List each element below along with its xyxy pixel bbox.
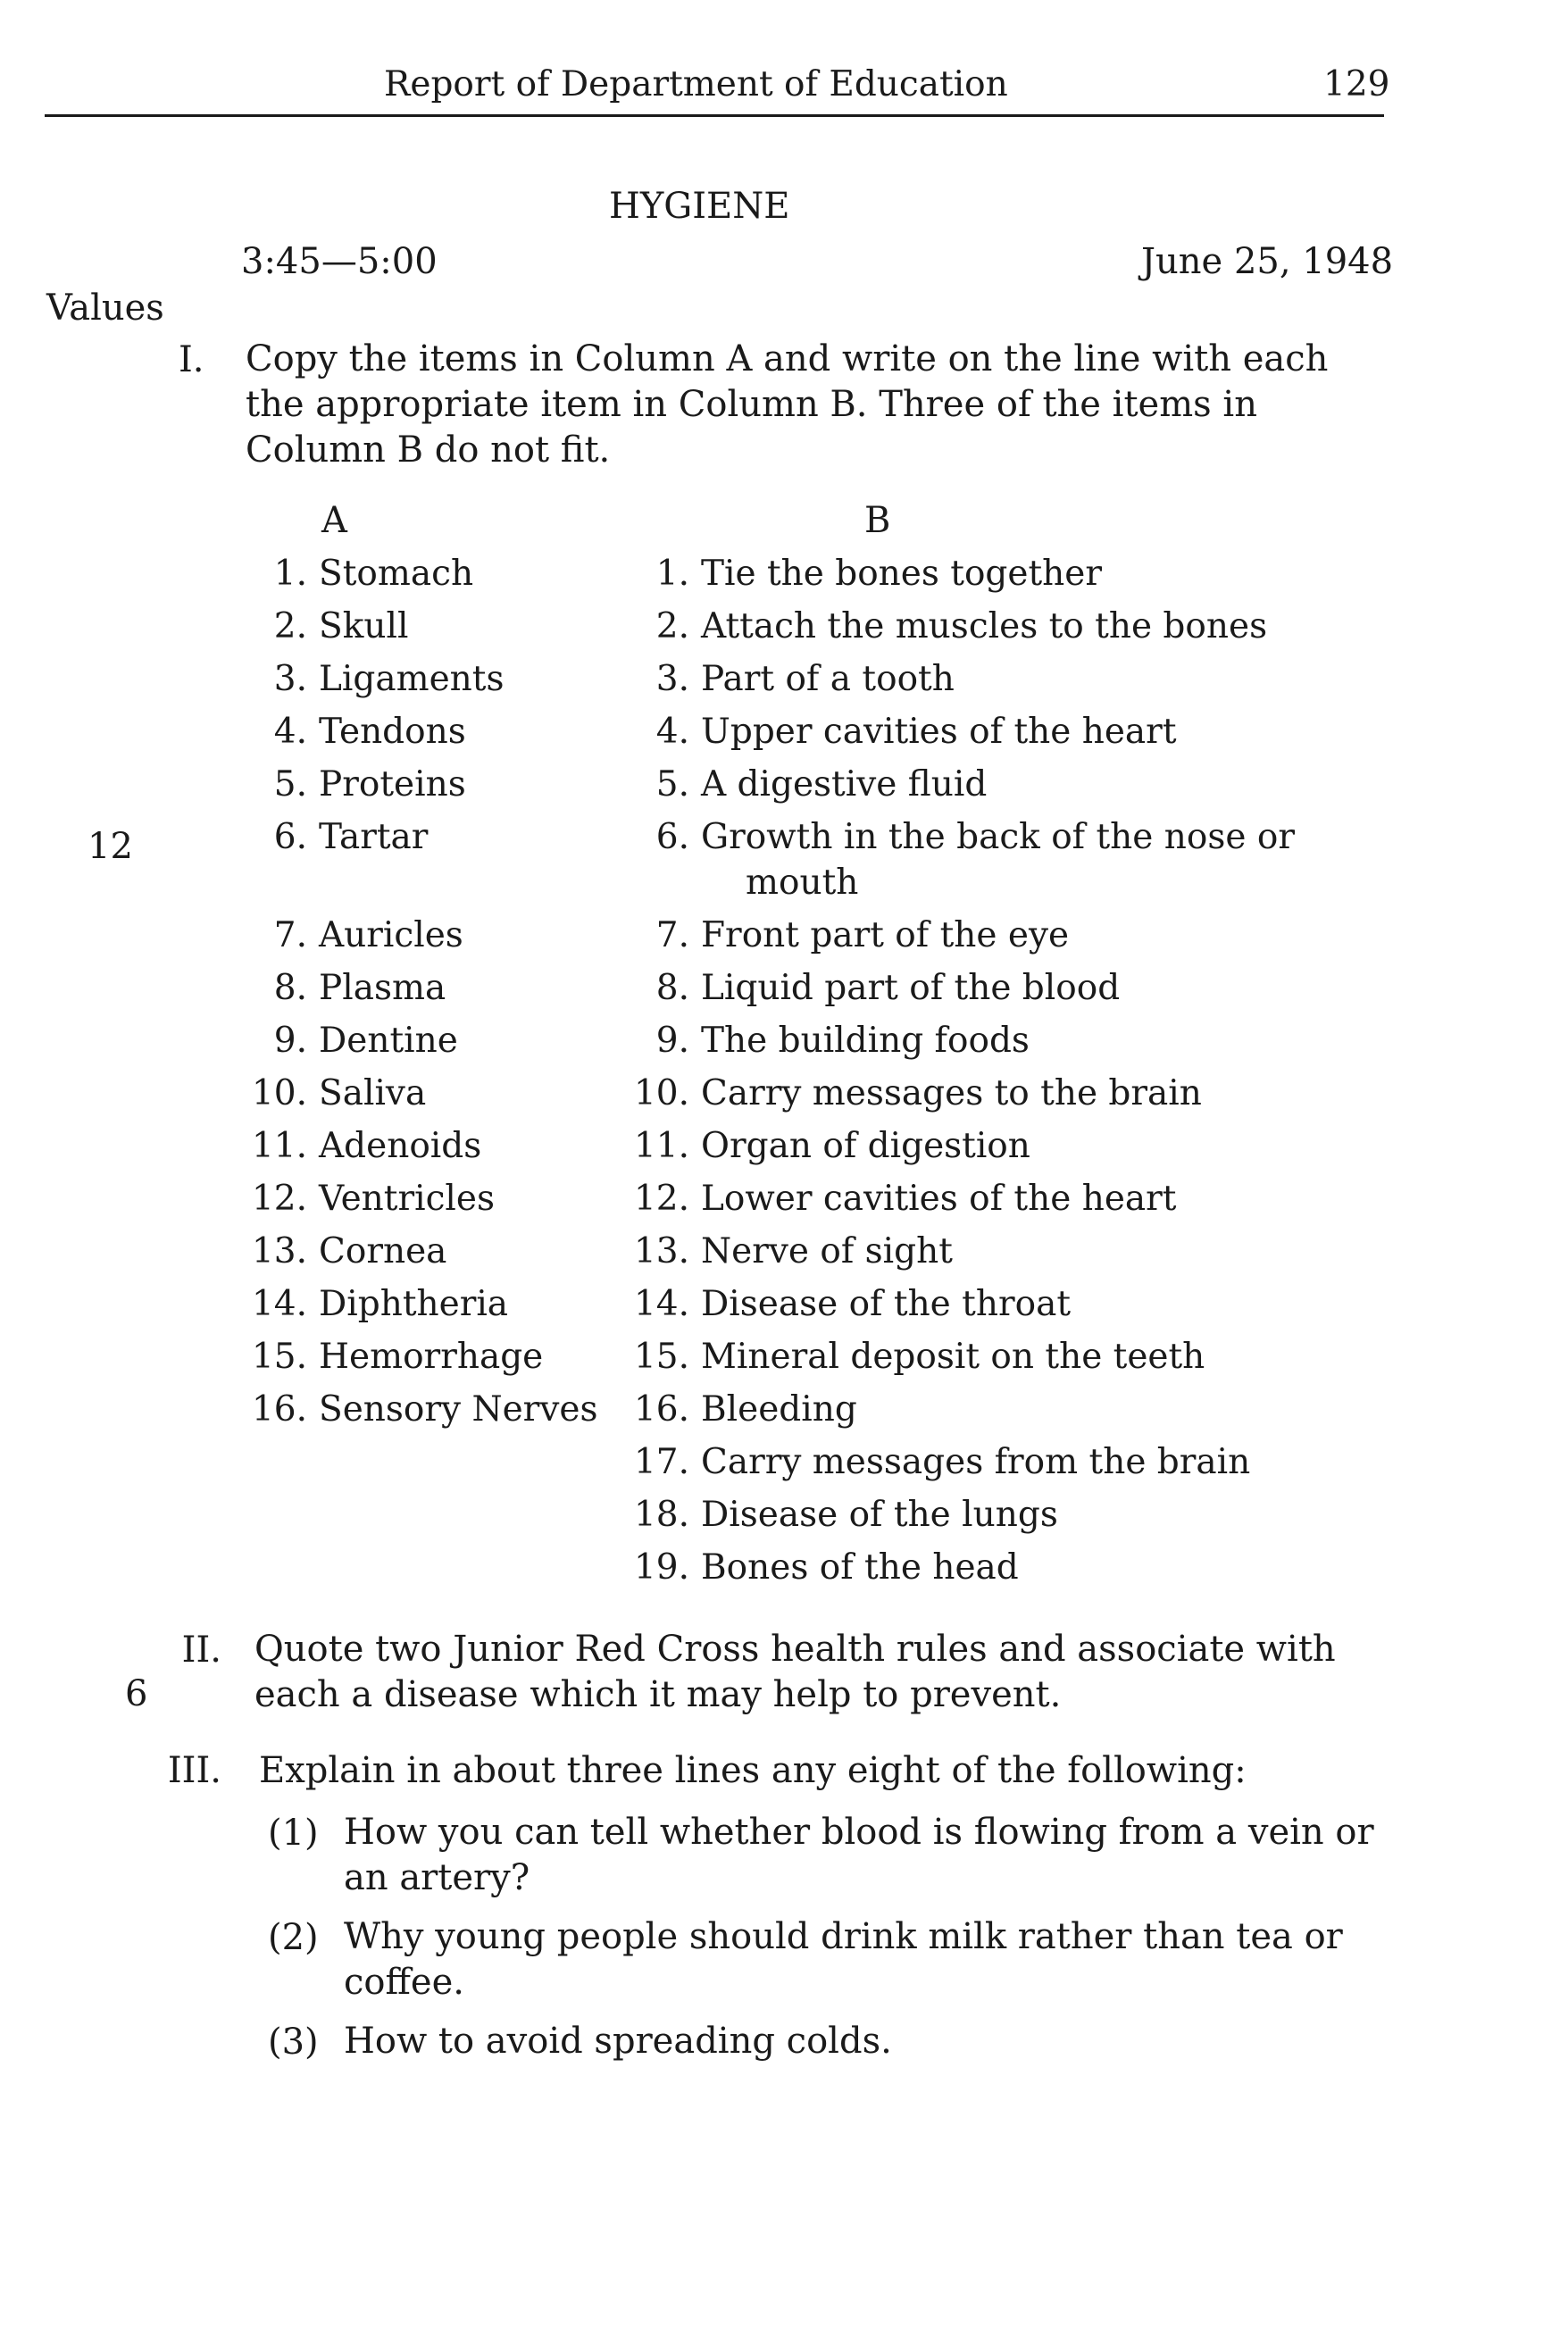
item-text: Stomach [319, 554, 474, 594]
question-number: (3) [268, 2022, 319, 2063]
item-text: Organ of digestion [701, 1126, 1030, 1166]
question-line: Quote two Junior Red Cross health rules and associate with [254, 1629, 1336, 1670]
item-number: 4. [655, 712, 689, 752]
item-number: 9. [655, 1021, 689, 1061]
exam-time: 3:45—5:00 [241, 241, 438, 282]
instructions-line: the appropriate item in Column B. Three of the items in [246, 384, 1257, 425]
item-number: 10. [251, 1073, 307, 1113]
item-text: Tartar [319, 817, 429, 857]
item-number: 3. [655, 659, 689, 699]
item-number: 19. [633, 1547, 689, 1588]
page-number: 129 [1323, 64, 1390, 104]
question-line: Why young people should drink milk rather than tea or [344, 1916, 1343, 1957]
question-line: How to avoid spreading colds. [344, 2021, 892, 2062]
item-text: Liquid part of the blood [701, 968, 1121, 1008]
section-1-value: 12 [88, 826, 133, 867]
item-number: 11. [633, 1126, 689, 1166]
item-text: Bleeding [701, 1389, 857, 1430]
question-item [344, 1810, 1374, 1901]
item-number: 2. [655, 606, 689, 646]
item-number: 13. [251, 1231, 307, 1271]
item-text: Plasma [319, 968, 446, 1008]
item-text: A digestive fluid [701, 764, 988, 805]
item-number: 3. [273, 659, 307, 699]
question-number: (2) [268, 1917, 319, 1958]
item-text: The building foods [701, 1021, 1030, 1061]
values-column-label: Values [46, 288, 164, 329]
section-2-numeral: II. [181, 1630, 221, 1671]
item-text: Adenoids [319, 1126, 482, 1166]
item-text: Part of a tooth [701, 659, 955, 699]
question-number: (1) [268, 1813, 319, 1854]
item-number: 16. [633, 1389, 689, 1430]
item-number: 6. [655, 817, 689, 857]
item-number: 18. [633, 1495, 689, 1535]
instructions-line: Column B do not fit. [246, 429, 611, 471]
item-text: Skull [319, 606, 409, 646]
item-number: 2. [273, 606, 307, 646]
exam-subject-title: HYGIENE [609, 186, 790, 227]
item-number: 7. [655, 915, 689, 955]
item-number: 5. [655, 764, 689, 805]
item-text: Tendons [319, 712, 466, 752]
item-number: 14. [633, 1284, 689, 1324]
item-number: 5. [273, 764, 307, 805]
exam-date: June 25, 1948 [1141, 241, 1394, 282]
column-b-heading: B [864, 500, 891, 541]
item-text: Tie the bones together [701, 554, 1102, 594]
item-number: 9. [273, 1021, 307, 1061]
item-number: 12. [251, 1179, 307, 1219]
item-number: 8. [655, 968, 689, 1008]
item-number: 8. [273, 968, 307, 1008]
item-text: Front part of the eye [701, 915, 1070, 955]
item-number: 15. [633, 1337, 689, 1377]
item-number: 17. [633, 1442, 689, 1482]
item-text: Upper cavities of the heart [701, 712, 1177, 752]
item-text: Disease of the throat [701, 1284, 1071, 1324]
item-number: 10. [633, 1073, 689, 1113]
item-text: Lower cavities of the heart [701, 1179, 1177, 1219]
section-1-instructions [246, 337, 1328, 473]
instructions-line: Copy the items in Column A and write on the line with each [246, 338, 1329, 379]
section-3-numeral: III. [167, 1750, 221, 1791]
item-text: Attach the muscles to the bones [701, 606, 1268, 646]
header-rule [45, 114, 1384, 117]
item-number: 16. [251, 1389, 307, 1430]
item-text: Auricles [319, 915, 463, 955]
item-text-continuation: mouth [746, 863, 859, 903]
item-number: 1. [655, 554, 689, 594]
section-3-intro: Explain in about three lines any eight of the following: [259, 1750, 1247, 1791]
item-number: 7. [273, 915, 307, 955]
item-text: Ventricles [319, 1179, 495, 1219]
item-text: Mineral deposit on the teeth [701, 1337, 1205, 1377]
item-text: Cornea [319, 1231, 447, 1271]
item-text: Carry messages from the brain [701, 1442, 1251, 1482]
section-2-value: 6 [125, 1673, 148, 1714]
section-1-numeral: I. [179, 339, 204, 380]
item-text: Growth in the back of the nose or [701, 817, 1295, 857]
item-number: 4. [273, 712, 307, 752]
item-text: Nerve of sight [701, 1231, 953, 1271]
item-number: 13. [633, 1231, 689, 1271]
item-text: Disease of the lungs [701, 1495, 1058, 1535]
item-text: Diphtheria [319, 1284, 509, 1324]
item-number: 15. [251, 1337, 307, 1377]
item-text: Sensory Nerves [319, 1389, 598, 1430]
column-a-heading: A [321, 500, 347, 541]
item-text: Dentine [319, 1021, 458, 1061]
running-header-title: Report of Department of Education [384, 64, 1008, 104]
question-item [344, 2019, 892, 2064]
question-line: How you can tell whether blood is flowing from a vein or [344, 1812, 1374, 1853]
item-number: 1. [273, 554, 307, 594]
question-item [344, 1914, 1343, 2005]
item-number: 14. [251, 1284, 307, 1324]
item-text: Bones of the head [701, 1547, 1019, 1588]
item-text: Saliva [319, 1073, 427, 1113]
item-text: Carry messages to the brain [701, 1073, 1202, 1113]
item-text: Hemorrhage [319, 1337, 544, 1377]
item-number: 6. [273, 817, 307, 857]
item-text: Ligaments [319, 659, 505, 699]
item-number: 11. [251, 1126, 307, 1166]
item-number: 12. [633, 1179, 689, 1219]
question-line: an artery? [344, 1857, 530, 1898]
question-line: coffee. [344, 1962, 464, 2003]
question-line: each a disease which it may help to prevent. [254, 1674, 1062, 1715]
item-text: Proteins [319, 764, 466, 805]
section-2-question [254, 1627, 1336, 1718]
